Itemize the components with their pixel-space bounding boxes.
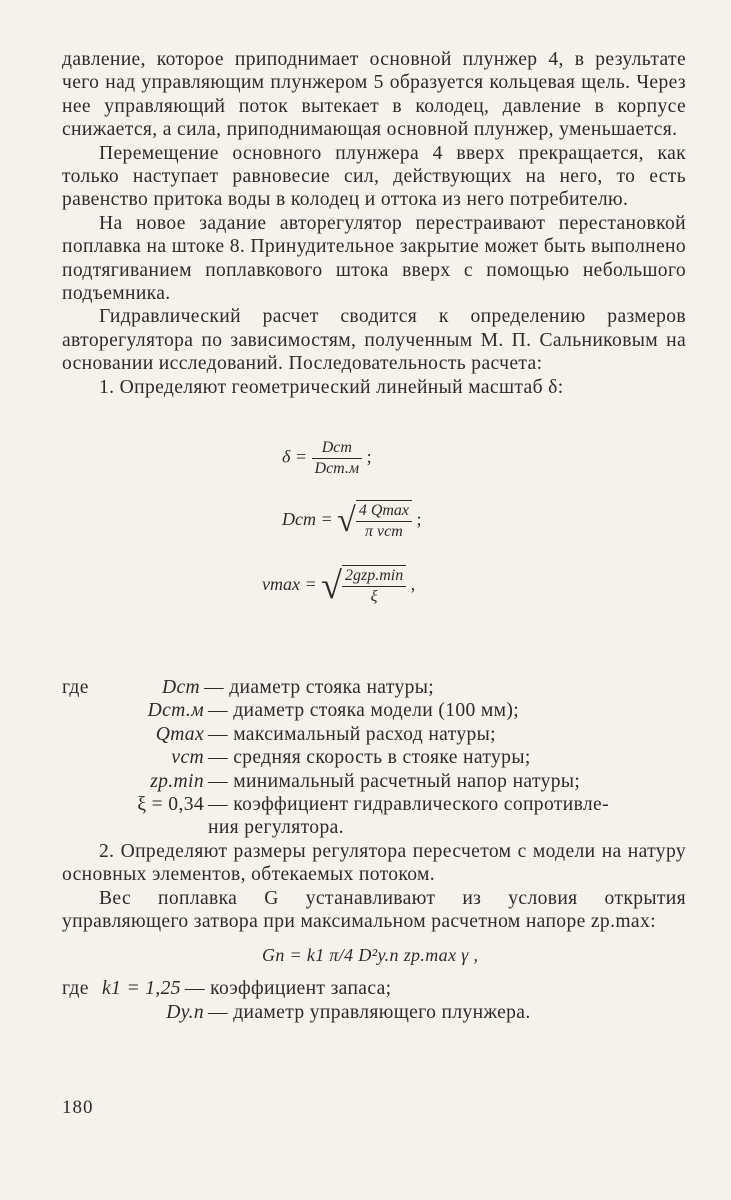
definition-continuation: ния регулятора. [208,817,344,839]
definition-row: где Dст — диаметр стояка натуры; [62,677,435,698]
paragraph-5: 1. Определяют геометрический линейный масштаб δ: [99,376,564,398]
formula-scale: δ = $\frac{\text{Dст}}{\text{Dст.м}}$ ; [282,439,372,477]
paragraph-1: давление, которое приподнимает основной плунжер 4, в результате чего над управляющим плунжером 5 образуется кольцевая щель. Через нее управляющий поток вытекает в колодец, давление в корпусе снижается, а сила, приподнимающая основной плунжер, уменьшается. [62,49,686,141]
paragraph-7: Вес поплавка G устанавливают из условия открытия управляющего затвора при максимальном расчетном напоре zр.max: [62,887,686,933]
definition-row: Dст.м — диаметр стояка модели (100 мм); [147,700,520,722]
paragraph-6: 2. Определяют размеры регулятора пересчетом с модели на натуру основных элементов, обтекаемых потоком. [62,840,686,886]
paragraph-3: На новое задание авторегулятор перестраивают перестановкой поплавка на штоке 8. Принудительное закрытие может быть выполнено подтягиванием поплавкового штока вверх с помощью небольшого подъемника. [62,212,686,305]
formula-diameter: Dст = √ $\frac{4 Qmax}{\text{π vст}}$ ; [282,502,422,540]
paragraph-2: Перемещение основного плунжера 4 вверх прекращается, как только наступает равновесие сил, действующих на него, то есть равенство притока воды в колодец и оттока из него потребителю. [62,142,686,211]
definition-row: где k1 = 1,25 — коэффициент запаса; [62,978,392,1000]
definition-row: ξ = 0,34 — коэффициент гидравлического сопротивле- [137,794,609,816]
definition-row: Dу.п — диаметр управляющего плунжера. [166,1001,531,1023]
definition-row: zр.min — минимальный расчетный напор натуры; [150,770,581,792]
definition-row: vст — средняя скорость в стояке натуры; [171,747,531,769]
page-body [62,48,686,1023]
formula-velocity: vmax = √ $\frac{\text{2gzр.min}}{\xi}$ , [262,565,416,607]
definitions-list [62,676,686,1024]
page-number: 180 [62,1097,94,1118]
definition-row: Qmax — максимальный расход натуры; [155,723,496,745]
formula-float-weight: Gп = k1 π/4 D²у.п zр.max γ , [262,945,479,966]
paragraph-4: Гидравлический расчет сводится к определению размеров авторегулятора по зависимостям, полученным М. П. Сальниковым на основании исследований. Последовательность расчета: [62,306,686,375]
